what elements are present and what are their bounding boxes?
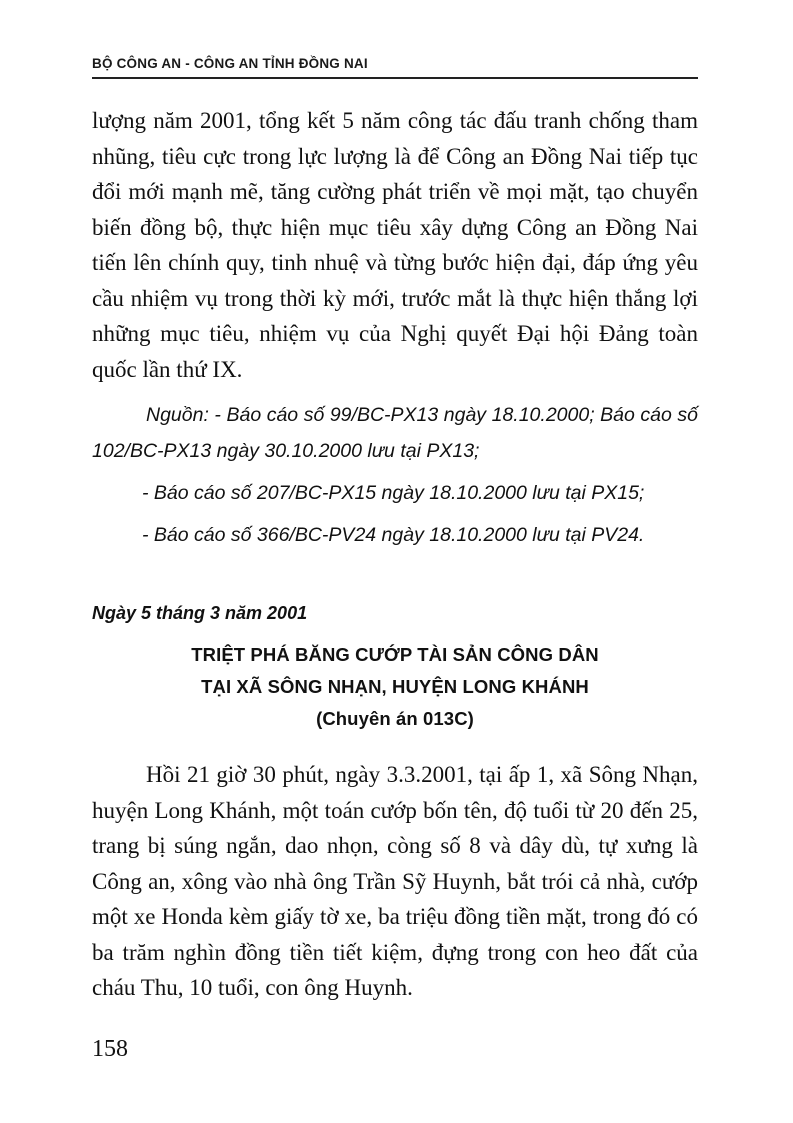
- source-line: Nguồn: - Báo cáo số 99/BC-PX13 ngày 18.10.2000; Báo cáo số 102/BC-PX13 ngày 30.10.2000 lưu tại PX13;: [92, 404, 698, 462]
- continuation-paragraph: lượng năm 2001, tổng kết 5 năm công tác đấu tranh chống tham nhũng, tiêu cực trong lực lượng là để Công an Đồng Nai tiếp tục đổi mới mạnh mẽ, tăng cường phát triển về mọi mặt, tạo chuyển biến đồng bộ, thực hiện mục tiêu xây dựng Công an Đồng Nai tiến lên chính quy, tinh nhuệ và từng bước hiện đại, đáp ứng yêu cầu nhiệm vụ trong thời kỳ mới, trước mắt là thực hiện thắng lợi những mục tiêu, nhiệm vụ của Nghị quyết Đại hội Đảng toàn quốc lần thứ IX.: [92, 108, 698, 382]
- source-line: - Báo cáo số 207/BC-PX15 ngày 18.10.2000 lưu tại PX15;: [142, 482, 645, 504]
- page-content: [92, 103, 698, 1006]
- sources-block: [92, 397, 698, 553]
- page-number: 158: [92, 1036, 128, 1062]
- section-body-paragraph: Hồi 21 giờ 30 phút, ngày 3.3.2001, tại ấp 1, xã Sông Nhạn, huyện Long Khánh, một toán cướp bốn tên, độ tuổi từ 20 đến 25, trang bị súng ngắn, dao nhọn, còng số 8 và dây dù, tự xưng là Công an, xông vào nhà ông Trần Sỹ Huynh, bắt trói cả nhà, cướp một xe Honda kèm giấy tờ xe, ba triệu đồng tiền mặt, trong đó có ba trăm nghìn đồng tiền tiết kiệm, đựng trong con heo đất của cháu Thu, 10 tuổi, con ông Huynh.: [92, 762, 698, 1000]
- section-subtitle: (Chuyên án 013C): [316, 708, 474, 729]
- section-title: [92, 639, 698, 735]
- running-header: [92, 56, 698, 79]
- section-date: Ngày 5 tháng 3 năm 2001: [92, 603, 308, 623]
- running-header-title: BỘ CÔNG AN - CÔNG AN TỈNH ĐỒNG NAI: [92, 56, 368, 71]
- section-title-line: TẠI XÃ SÔNG NHẠN, HUYỆN LONG KHÁNH: [201, 676, 589, 697]
- source-line: - Báo cáo số 366/BC-PV24 ngày 18.10.2000 lưu tại PV24.: [142, 524, 645, 546]
- section-title-line: TRIỆT PHÁ BĂNG CƯỚP TÀI SẢN CÔNG DÂN: [191, 644, 599, 665]
